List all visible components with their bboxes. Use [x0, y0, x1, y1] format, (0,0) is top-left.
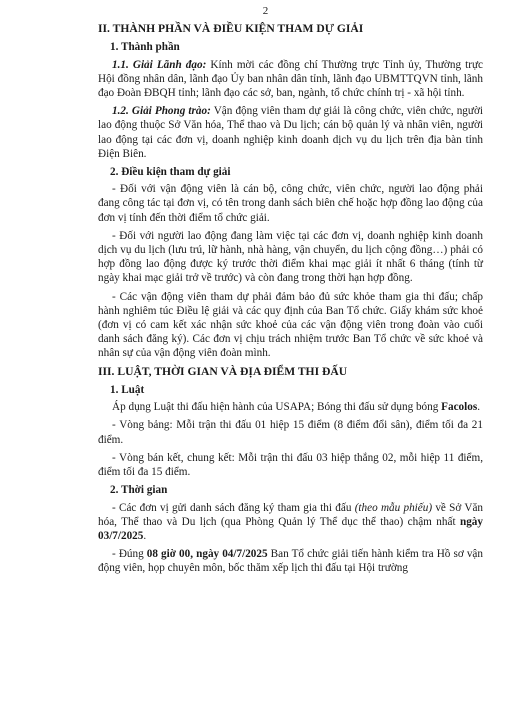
- paragraph-rules: [98, 400, 483, 414]
- registration-text-a: - Các đơn vị gửi danh sách đăng ký tham gia thi đấu: [112, 501, 355, 514]
- registration-end: .: [143, 529, 147, 542]
- section-2-sub-1-title: 1. Thành phần: [110, 41, 180, 54]
- rules-text: Áp dụng Luật thi đấu hiện hành của USAPA; Bóng thi đấu sử dụng bóng: [112, 401, 442, 414]
- paragraph-meeting: [98, 547, 483, 575]
- paragraph-condition-staff: - Đối với vận động viên là cán bộ, công chức, viên chức, người lao động phải đang công tác tại đơn vị, có tên trong danh sách biên chế hoặc hợp đồng lao động của đơn vị tính đến thời điểm tổ chức giải.: [98, 183, 483, 224]
- movement-award-text: Vận động viên tham dự giải là công chức, viên chức, người lao động thuộc Sở Văn hóa, Thể thao và Du lịch; cán bộ quản lý và nhân viên, người lao động tại các đơn vị, doanh nghiệp kinh doanh dịch vụ du lịch trên địa bàn tỉnh Điện Biên.: [98, 105, 483, 160]
- registration-text-b: về Sở Văn hóa, Thể thao và Du lịch (qua Phòng Quản lý Thể dục thể thao) chậm nhất: [98, 501, 484, 528]
- paragraph-leader-award: [98, 58, 483, 101]
- meeting-text-b: Ban Tổ chức giải tiến hành kiểm tra Hồ sơ vận động viên, họp chuyên môn, bốc thăm xếp lịch thi đấu tại Hội trường: [98, 548, 483, 575]
- section-3-title: III. LUẬT, THỜI GIAN VÀ ĐỊA ĐIỂM THI ĐẤU: [98, 364, 348, 378]
- registration-deadline: ngày 03/7/2025: [98, 515, 483, 542]
- paragraph-finals: - Vòng bán kết, chung kết: Mỗi trận thi đấu 03 hiệp thắng 02, mỗi hiệp 11 điểm, điểm tối đa 15 điểm.: [98, 451, 483, 479]
- document-body: [98, 22, 483, 580]
- leader-award-text: Kính mời các đồng chí Thường trực Tỉnh ủy, Thường trực Hội đồng nhân dân, lãnh đạo Ủy ban nhân dân tỉnh, lãnh đạo UBMTTQVN tỉnh, lãnh đạo Đoàn ĐBQH tỉnh; lãnh đạo các sở, ban, ngành, tổ chức chính trị - xã hội tỉnh.: [98, 58, 483, 100]
- section-3-sub-2-title: 2. Thời gian: [110, 484, 168, 497]
- page-number: 2: [262, 5, 269, 17]
- paragraph-registration: [98, 501, 483, 544]
- leader-award-label: 1.1. Giải Lãnh đạo:: [112, 58, 207, 71]
- section-2-sub-2-title: 2. Điều kiện tham dự giải: [110, 166, 231, 179]
- movement-award-label: 1.2. Giải Phong trào:: [112, 105, 211, 118]
- paragraph-condition-workers: - Đối với người lao động đang làm việc tại các đơn vị, doanh nghiệp kinh doanh dịch vụ du lịch (lưu trú, lữ hành, nhà hàng, vận chuyển, du lịch cộng đồng…) phải có hợp đồng lao động được ký trước thời điểm khai mạc giải ít nhất 6 tháng (tính từ ngày khai mạc giải trở về trước) và còn đang trong thời hạn hợp đồng.: [98, 229, 483, 285]
- section-3-sub-1-title: 1. Luật: [110, 384, 145, 397]
- paragraph-group-stage: - Vòng bảng: Mỗi trận thi đấu 01 hiệp 15 điểm (8 điểm đổi sân), điểm tối đa 21 điểm.: [98, 419, 483, 446]
- ball-brand: Facolos: [441, 401, 478, 414]
- section-2-title: II. THÀNH PHẦN VÀ ĐIỀU KIỆN THAM DỰ GIẢI: [98, 22, 364, 35]
- registration-form-note: (theo mẫu phiếu): [354, 501, 433, 514]
- rules-end: .: [477, 401, 480, 414]
- meeting-text-a: - Đúng: [112, 548, 147, 561]
- meeting-datetime: 08 giờ 00, ngày 04/7/2025: [146, 548, 268, 561]
- paragraph-condition-health: - Các vận động viên tham dự phải đảm bảo đủ sức khỏe tham gia thi đấu; chấp hành nghiêm túc Điều lệ giải và các quy định của Ban Tổ chức. Giấy khám sức khoẻ (đơn vị có cam kết xác nhận sức khoẻ của các vận động viên trong đoàn vào cuối danh sách đăng ký). Các đơn vị chịu trách nhiệm trước Ban Tổ chức về sức khoẻ và nhân sự của vận động viên đoàn mình.: [98, 290, 483, 360]
- paragraph-movement-award: [98, 104, 483, 161]
